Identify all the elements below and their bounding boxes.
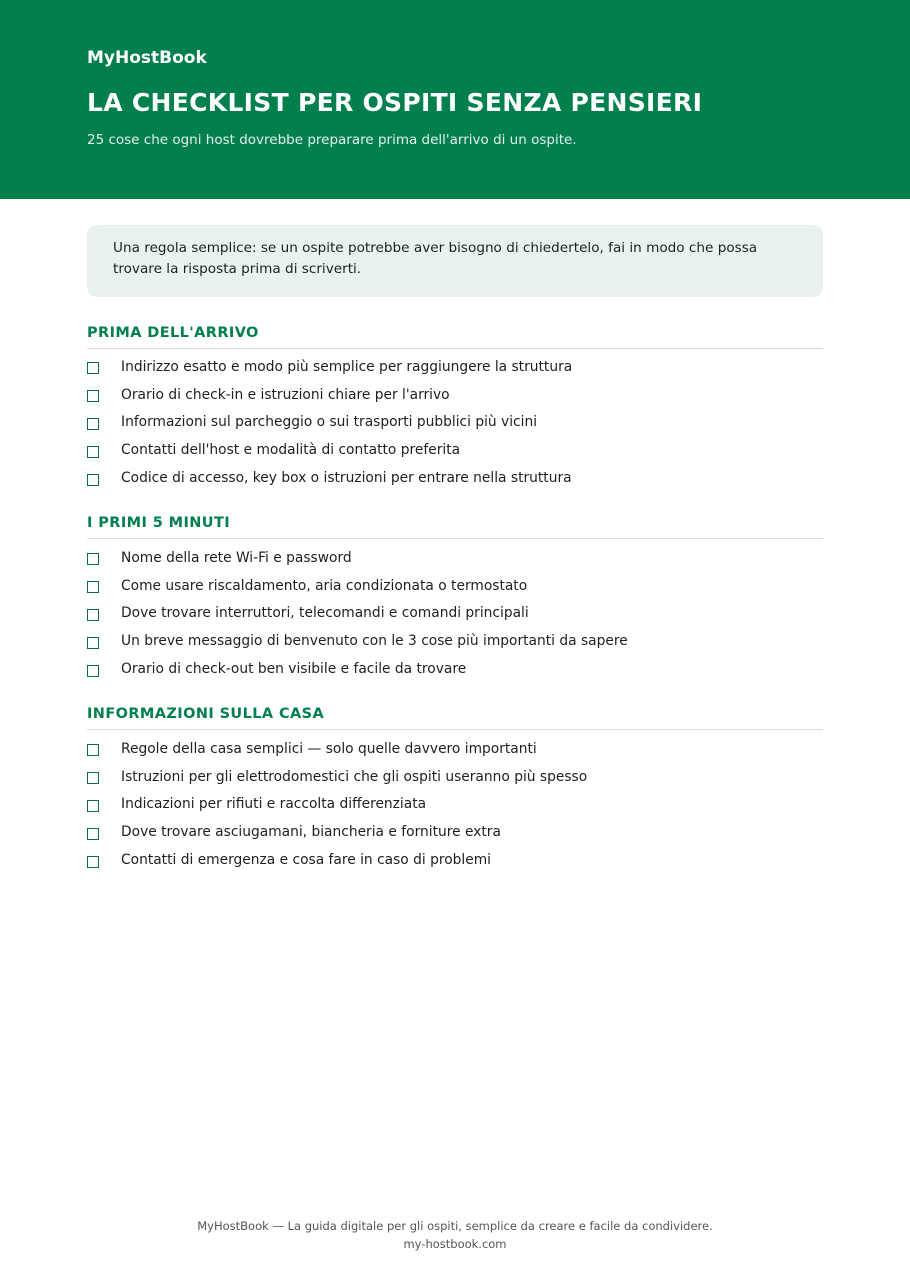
checklist-item-label: Contatti di emergenza e cosa fare in caso di problemi	[121, 852, 492, 869]
section-informazioni-sulla-casa	[87, 706, 823, 874]
checklist-item-label: Contatti dell'host e modalità di contatto preferita	[121, 442, 461, 459]
checklist-item-label: Orario di check-in e istruzioni chiare per l'arrivo	[121, 386, 450, 403]
checklist-item[interactable]	[87, 381, 823, 409]
footer-website-link[interactable]: my-hostbook.com	[403, 1237, 507, 1251]
checkbox[interactable]	[87, 390, 99, 402]
footer-tagline: MyHostBook — La guida digitale per gli ospiti, semplice da creare e facile da condividere.	[197, 1219, 713, 1233]
checkbox[interactable]	[87, 772, 99, 784]
checklist-item-label: Indicazioni per rifiuti e raccolta differenziata	[121, 796, 427, 813]
checklist-item[interactable]	[87, 655, 823, 683]
checklist-item[interactable]	[87, 735, 823, 763]
intro-text: Una regola semplice: se un ospite potrebbe aver bisogno di chiedertelo, fai in modo che possa trovare la risposta prima di scriverti.	[113, 240, 758, 277]
section-title: I PRIMI 5 MINUTI	[87, 515, 823, 539]
checkbox[interactable]	[87, 446, 99, 458]
checkbox[interactable]	[87, 744, 99, 756]
checkbox[interactable]	[87, 474, 99, 486]
checklist-item-label: Dove trovare asciugamani, biancheria e forniture extra	[121, 824, 501, 841]
checkbox[interactable]	[87, 637, 99, 649]
checkbox[interactable]	[87, 665, 99, 677]
checklist-item[interactable]	[87, 846, 823, 874]
checklist-item-label: Istruzioni per gli elettrodomestici che gli ospiti useranno più spesso	[121, 768, 588, 785]
section-i-primi-5-minuti	[87, 515, 823, 683]
checklist-item-label: Orario di check-out ben visibile e facile da trovare	[121, 661, 467, 678]
checklist-item[interactable]	[87, 544, 823, 572]
checklist-item-label: Nome della rete Wi-Fi e password	[121, 549, 352, 566]
checklist-item[interactable]	[87, 600, 823, 628]
intro-callout	[87, 225, 823, 297]
checklist-item-label: Regole della casa semplici — solo quelle davvero importanti	[121, 740, 537, 757]
checkbox[interactable]	[87, 800, 99, 812]
checkbox[interactable]	[87, 856, 99, 868]
checklist-item[interactable]	[87, 572, 823, 600]
checklist-item[interactable]	[87, 818, 823, 846]
checkbox[interactable]	[87, 609, 99, 621]
checklist-item-label: Indirizzo esatto e modo più semplice per raggiungere la struttura	[121, 358, 573, 375]
checklist-item[interactable]	[87, 409, 823, 437]
brand-name: MyHostBook	[87, 48, 207, 68]
page-header	[0, 0, 910, 199]
checklist-item-label: Un breve messaggio di benvenuto con le 3 cose più importanti da sapere	[121, 633, 628, 650]
page-title: LA CHECKLIST PER OSPITI SENZA PENSIERI	[87, 88, 703, 117]
checkbox[interactable]	[87, 553, 99, 565]
checklist-item[interactable]	[87, 763, 823, 791]
section-prima-dell-arrivo	[87, 325, 823, 492]
checkbox[interactable]	[87, 828, 99, 840]
checkbox[interactable]	[87, 362, 99, 374]
checklist	[87, 353, 823, 492]
checklist-item[interactable]	[87, 627, 823, 655]
page-subtitle: 25 cose che ogni host dovrebbe preparare prima dell'arrivo di un ospite.	[87, 132, 577, 148]
checklist	[87, 544, 823, 683]
checklist-item-label: Informazioni sul parcheggio o sui trasporti pubblici più vicini	[121, 414, 538, 431]
checklist-item[interactable]	[87, 791, 823, 819]
section-title: PRIMA DELL'ARRIVO	[87, 325, 823, 349]
checklist-item[interactable]	[87, 436, 823, 464]
checklist-item[interactable]	[87, 353, 823, 381]
checklist-item-label: Come usare riscaldamento, aria condizionata o termostato	[121, 577, 528, 594]
checklist	[87, 735, 823, 874]
checklist-item[interactable]	[87, 464, 823, 492]
section-title: INFORMAZIONI SULLA CASA	[87, 706, 823, 730]
checklist-item-label: Codice di accesso, key box o istruzioni per entrare nella struttura	[121, 470, 572, 487]
checklist-item-label: Dove trovare interruttori, telecomandi e comandi principali	[121, 605, 529, 622]
page-footer	[0, 1217, 910, 1253]
checkbox[interactable]	[87, 581, 99, 593]
checkbox[interactable]	[87, 418, 99, 430]
